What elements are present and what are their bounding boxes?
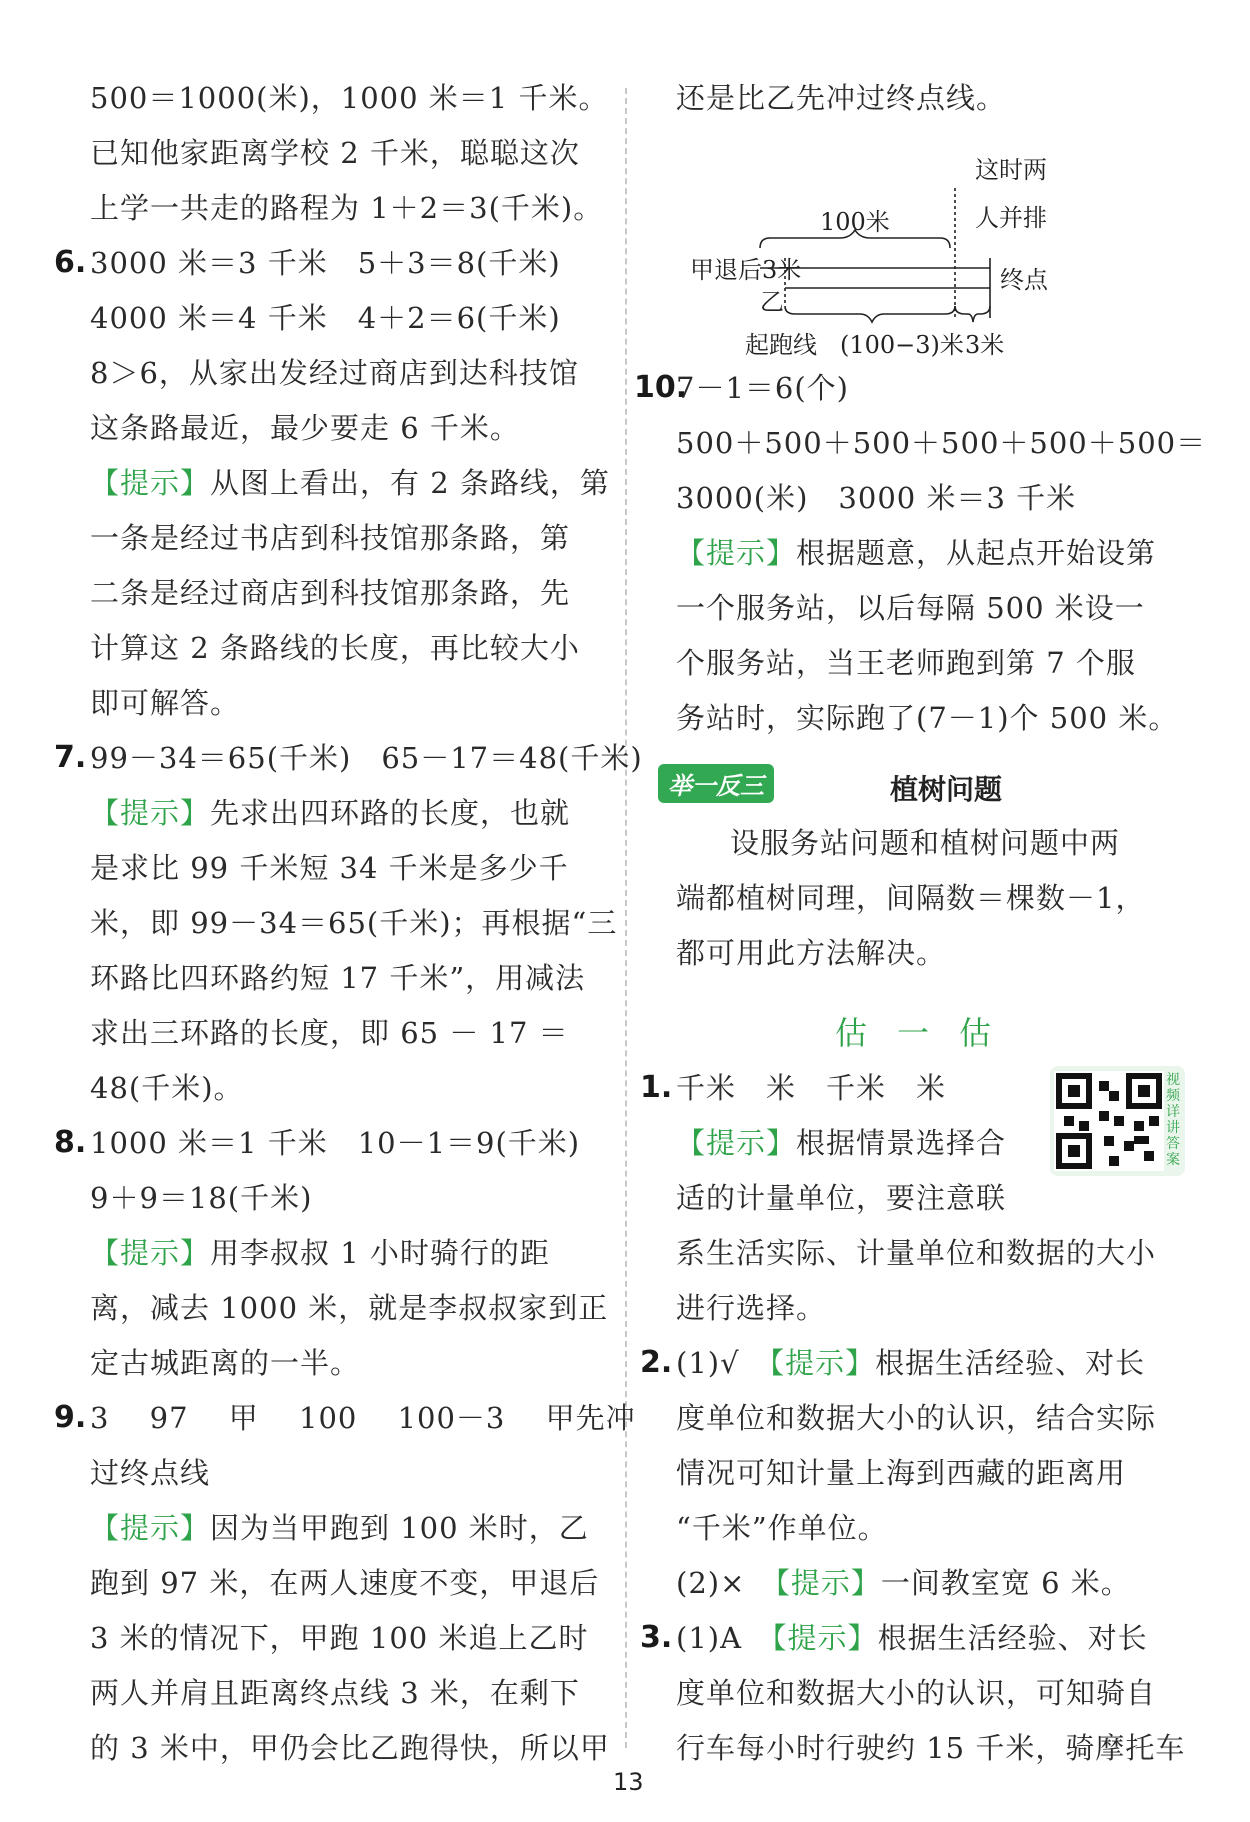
hint-text: 一间教室宽 6 米。 xyxy=(880,1566,1131,1600)
question-number: 9. xyxy=(54,1400,87,1435)
text-line: 计算这 2 条路线的长度，再比较大小 xyxy=(90,631,580,665)
text-line: 行车每小时行驶约 15 千米，骑摩托车 xyxy=(676,1731,1186,1765)
text-line: 7－1＝6(个) xyxy=(676,371,849,405)
text-line: 4000 米＝4 千米 4＋2＝6(千米) xyxy=(90,301,561,335)
text-line: 即可解答。 xyxy=(90,686,241,720)
diagram-label-yi: 乙 xyxy=(760,288,784,316)
page-number: 13 xyxy=(613,1768,644,1796)
answer-line xyxy=(676,1618,1148,1658)
small-brace xyxy=(955,306,990,322)
text-line: 3000 米＝3 千米 5＋3＝8(千米) xyxy=(90,246,561,280)
question-number: 2. xyxy=(640,1345,673,1380)
hint-text: 根据生活经验、对长 xyxy=(875,1346,1146,1380)
text-line: 已知他家距离学校 2 千米，聪聪这次 xyxy=(90,136,580,170)
text-line: 度单位和数据大小的认识，可知骑自 xyxy=(676,1676,1157,1710)
text-line: 适的计量单位，要注意联 xyxy=(676,1181,1007,1215)
text-line: 3 97 甲 100 100－3 甲先冲 xyxy=(90,1401,636,1435)
qr-label: 视频详讲答案 xyxy=(1166,1072,1180,1168)
text-line: 还是比乙先冲过终点线。 xyxy=(676,81,1007,115)
hint-text: 用李叔叔 1 小时骑行的距 xyxy=(210,1236,550,1270)
hint-text: 根据生活经验、对长 xyxy=(877,1621,1148,1655)
hint-line xyxy=(90,1508,589,1548)
diagram-label-top1: 这时两 xyxy=(975,156,1047,184)
text-line: 一个服务站，以后每隔 500 米设一 xyxy=(676,591,1145,625)
hint-label: 【提示】 xyxy=(676,1126,797,1160)
text-line: 情况可知计量上海到西藏的距离用 xyxy=(676,1456,1127,1490)
question-number: 8. xyxy=(54,1125,87,1160)
text-line: 9＋9＝18(千米) xyxy=(90,1181,313,1215)
section-title: 植树问题 xyxy=(890,773,1003,806)
hint-text: 根据题意，从起点开始设第 xyxy=(796,536,1157,570)
hint-label: 【提示】 xyxy=(676,536,797,570)
column-divider xyxy=(625,88,627,1748)
estimate-title: 估一估 xyxy=(835,1014,1022,1052)
text-line: 环路比四环路约短 17 千米”，用减法 xyxy=(90,961,586,995)
diagram-label-bottom: (100−3)米 xyxy=(840,331,964,359)
hint-line xyxy=(676,1123,1006,1163)
hint-line xyxy=(90,463,610,503)
text-line: 设服务站问题和植树问题中两 xyxy=(730,826,1121,860)
text-line: 过终点线 xyxy=(90,1456,211,1490)
text-line: 系生活实际、计量单位和数据的大小 xyxy=(676,1236,1157,1270)
hint-label: 【提示】 xyxy=(772,1621,878,1655)
hint-text: 根据情景选择合 xyxy=(796,1126,1007,1160)
hint-text: 从图上看出，有 2 条路线，第 xyxy=(210,466,610,500)
diagram-label-start: 起跑线 xyxy=(745,331,817,359)
race-diagram xyxy=(690,138,1160,368)
text-line: 的 3 米中，甲仍会比乙跑得快，所以甲 xyxy=(90,1731,610,1765)
question-number: 7. xyxy=(54,740,87,775)
text-line: “千米”作单位。 xyxy=(676,1511,888,1545)
hint-label: 【提示】 xyxy=(90,1511,211,1545)
answer-text: (1)√ xyxy=(676,1346,740,1380)
text-line: 3 米的情况下，甲跑 100 米追上乙时 xyxy=(90,1621,589,1655)
question-number: 1. xyxy=(640,1070,673,1105)
text-line: 二条是经过商店到科技馆那条路，先 xyxy=(90,576,571,610)
diagram-label-jia: 甲退后3米 xyxy=(690,256,802,284)
text-line: 离，减去 1000 米，就是李叔叔家到正 xyxy=(90,1291,609,1325)
text-line: 求出三环路的长度，即 65 － 17 ＝ xyxy=(90,1016,569,1050)
text-line: 千米 米 千米 米 xyxy=(676,1071,947,1105)
question-number: 10. xyxy=(634,370,688,405)
text-line: 500＝1000(米)，1000 米＝1 千米。 xyxy=(90,81,609,115)
bottom-brace xyxy=(785,306,955,322)
hint-line xyxy=(90,793,570,833)
text-line: 上学一共走的路程为 1＋2＝3(千米)。 xyxy=(90,191,604,225)
question-number: 6. xyxy=(54,245,87,280)
text-line: 务站时，实际跑了(7－1)个 500 米。 xyxy=(676,701,1179,735)
diagram-label-100m: 100米 xyxy=(820,208,890,236)
text-line: 端都植树同理，间隔数＝棵数－1， xyxy=(676,881,1146,915)
hint-line xyxy=(676,533,1156,573)
qr-code-panel[interactable] xyxy=(1050,1066,1185,1176)
diagram-label-3m: 3米 xyxy=(965,331,1005,359)
text-line: 米，即 99－34＝65(千米)；再根据“三 xyxy=(90,906,618,940)
answer-text: (1)A xyxy=(676,1621,743,1655)
answer-text: (2)× xyxy=(676,1566,746,1600)
text-line: 度单位和数据大小的认识，结合实际 xyxy=(676,1401,1157,1435)
hint-label: 【提示】 xyxy=(775,1566,881,1600)
text-line: 都可用此方法解决。 xyxy=(676,936,947,970)
hint-label: 【提示】 xyxy=(769,1346,876,1380)
hint-label: 【提示】 xyxy=(90,466,211,500)
text-line: 个服务站，当王老师跑到第 7 个服 xyxy=(676,646,1136,680)
text-line: 48(千米)。 xyxy=(90,1071,244,1105)
text-line: 8＞6，从家出发经过商店到达科技馆 xyxy=(90,356,579,390)
text-line: 定古城距离的一半。 xyxy=(90,1346,361,1380)
hint-text: 先求出四环路的长度，也就 xyxy=(210,796,571,830)
hint-label: 【提示】 xyxy=(90,796,211,830)
text-line: 是求比 99 千米短 34 千米是多少千 xyxy=(90,851,569,885)
text-line: 一条是经过书店到科技馆那条路，第 xyxy=(90,521,571,555)
text-line: 这条路最近，最少要走 6 千米。 xyxy=(90,411,520,445)
text-line: 两人并肩且距离终点线 3 米，在剩下 xyxy=(90,1676,580,1710)
text-line: 3000(米) 3000 米＝3 千米 xyxy=(676,481,1077,515)
text-line: 500＋500＋500＋500＋500＋500＝ xyxy=(676,426,1207,460)
text-line: 跑到 97 米，在两人速度不变，甲退后 xyxy=(90,1566,600,1600)
hint-text: 因为当甲跑到 100 米时，乙 xyxy=(210,1511,589,1545)
answer-line xyxy=(676,1343,1145,1383)
text-line: 进行选择。 xyxy=(676,1291,827,1325)
qr-code-icon xyxy=(1054,1071,1164,1171)
diagram-label-top2: 人并排 xyxy=(975,204,1047,232)
diagram-label-end: 终点 xyxy=(1000,266,1048,294)
hint-label: 【提示】 xyxy=(90,1236,211,1270)
text-line: 99－34＝65(千米) 65－17＝48(千米) xyxy=(90,741,643,775)
question-number: 3. xyxy=(640,1620,673,1655)
text-line: 1000 米＝1 千米 10－1＝9(千米) xyxy=(90,1126,581,1160)
section-tag: 举一反三 xyxy=(658,764,774,803)
hint-line xyxy=(90,1233,550,1273)
answer-line xyxy=(676,1563,1131,1603)
